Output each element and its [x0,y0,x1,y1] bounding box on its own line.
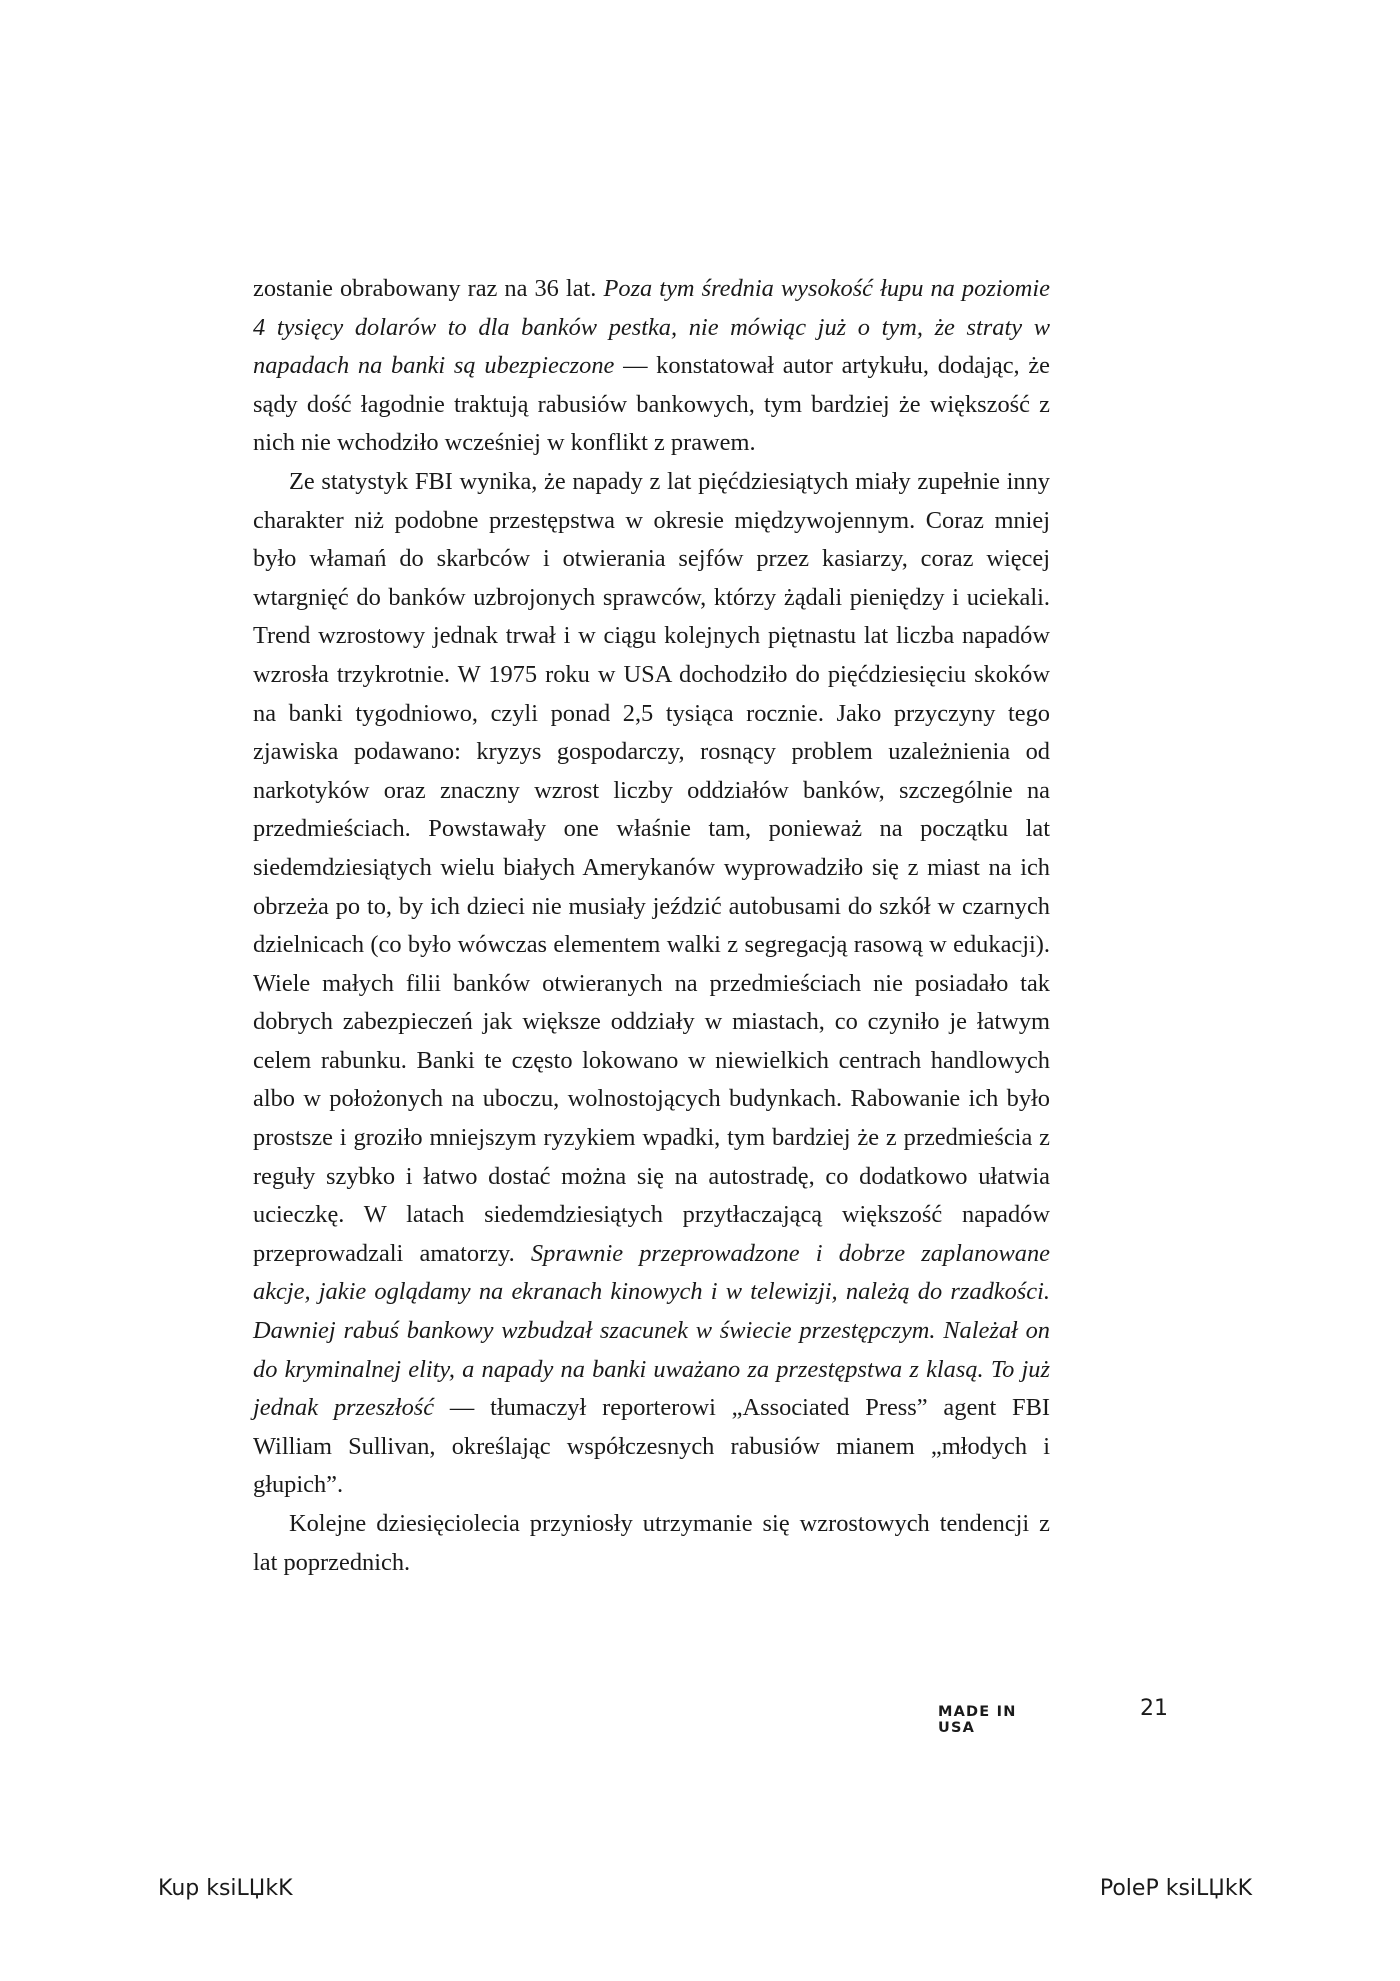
running-title: MADE IN USA [938,1704,1017,1736]
text-run: Kolejne dziesięciolecia przyniosły utrzymanie się wzrostowych tendencji z lat poprzednich. [253,1510,1050,1576]
text-run: Ze statystyk FBI wynika, że napady z lat pięćdziesiątych miały zupełnie inny charakter niż podobne przestępstwa w okresie międzywojennym. Coraz mniej było włamań do skarbców i otwierania sejfów przez kasiarzy, coraz więcej wtargnięć do banków uzbrojonych sprawców, którzy żądali pieniędzy i uciekali. Trend wzrostowy jednak trwał i w ciągu kolejnych piętnastu lat liczba napadów wzrosła trzykrotnie. W 1975 roku w USA dochodziło do pięćdziesięciu skoków na banki tygodniowo, czyli ponad 2,5 tysiąca rocznie. Jako przyczyny tego zjawiska podawano: kryzys gospodarczy, rosnący problem uzależnienia od narkotyków oraz znaczny wzrost liczby oddziałów banków, szczególnie na przedmieściach. Powstawały one właśnie tam, ponieważ na początku lat siedemdziesiątych wielu białych Amerykanów wyprowadziło się z miast na ich obrzeża po to, by ich dzieci nie musiały jeździć autobusami do szkół w czarnych dzielnicach (co było wówczas elementem walki z segregacją rasową w edukacji). Wiele małych filii banków otwieranych na przedmieściach nie posiadało tak dobrych zabezpieczeń jak większe oddziały w miastach, co czyniło je łatwym celem rabunku. Banki te często lokowano w niewielkich centrach handlowych albo w położonych na uboczu, wolnostojących budynkach. Rabowanie ich było prostsze i groziło mniejszym ryzykiem wpadki, tym bardziej że z przedmieścia z reguły szybko i łatwo dostać można się na autostradę, co dodatkowo ułatwia ucieczkę. W latach siedemdziesiątych przytłaczającą większość napadów przeprowadzali amatorzy. [253,467,1050,1267]
text-run: — tłumaczył reporterowi „Associated Press” agent FBI William Sullivan, określając współczesnych rabusiów mianem „młodych i głupich”. [253,1394,1051,1499]
buy-book-link[interactable]: Kup ksiLЏkK [158,1876,293,1901]
text-run: zostanie obrabowany raz na 36 lat. [253,275,604,302]
recommend-book-link[interactable]: PoleP ksiLЏkK [1099,1876,1252,1901]
page-number: 21 [1140,1696,1168,1721]
italic-quote: Poza tym średnia wysokość łupu na poziomie 4 tysięcy dolarów to dla banków pestka, nie mówiąc już o tym, że straty w napadach na banki są ubezpieczone [253,275,1050,380]
paragraph-2 [253,463,1050,1505]
page-body [253,270,1050,1582]
italic-quote: Sprawnie przeprowadzone i dobrze zaplanowane akcje, jakie oglądamy na ekranach kinowych i w telewizji, należą do rzadkości. Dawniej rabuś bankowy wzbudzał szacunek w świecie przestępczym. Należał on do kryminalnej elity, a napady na banki uważano za przestępstwa z klasą. To już jednak przeszłość [253,1239,1050,1422]
paragraph-1 [253,270,1050,463]
text-run: — konstatował autor artykułu, dodając, że sądy dość łagodnie traktują rabusiów bankowych, tym bardziej że większość z nich nie wchodziło wcześniej w konflikt z prawem. [253,352,1050,457]
paragraph-3 [253,1505,1050,1582]
